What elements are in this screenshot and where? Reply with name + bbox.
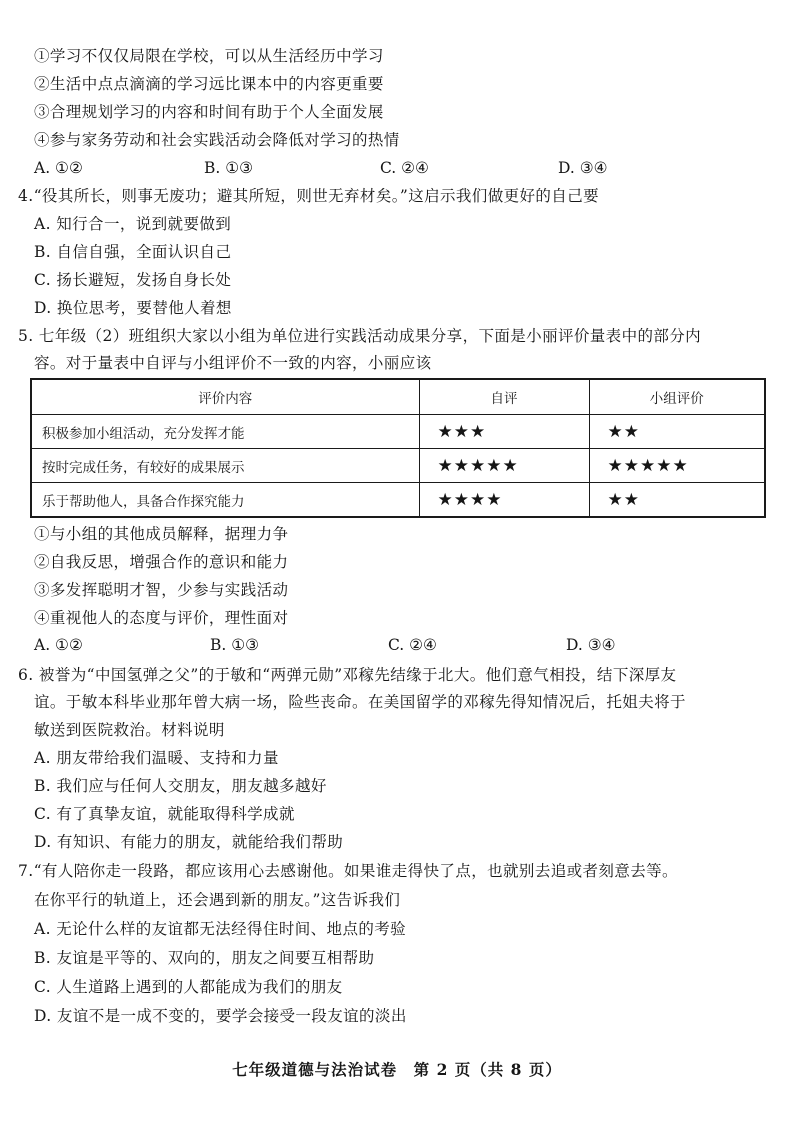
q7-option-c: C. 人生道路上遇到的人都能成为我们的朋友 xyxy=(34,978,343,996)
q7-option-b: B. 友谊是平等的、双向的，朋友之间要互相帮助 xyxy=(34,949,375,967)
row-content: 积极参加小组活动，充分发挥才能 xyxy=(31,415,419,449)
q5-stem-line-2: 容。对于量表中自评与小组评价不一致的内容，小丽应该 xyxy=(34,354,432,372)
q4-option-d: D. 换位思考，要替他人着想 xyxy=(34,299,232,317)
q3-options xyxy=(34,157,608,179)
self-rating: ★★★★★ xyxy=(419,449,589,483)
q3-statement-2: ②生活中点点滴滴的学习远比课本中的内容更重要 xyxy=(34,75,384,93)
row-content: 乐于帮助他人，具备合作探究能力 xyxy=(31,483,419,518)
q6-option-d: D. 有知识、有能力的朋友，就能给我们帮助 xyxy=(34,833,344,851)
header-content: 评价内容 xyxy=(31,379,419,415)
q3-option-c: C. ②④ xyxy=(380,159,429,177)
table-header-row xyxy=(31,379,765,415)
q6-stem-line-1: 6. 被誉为“中国氢弹之父”的于敏和“两弹元勋”邓稼先结缘于北大。他们意气相投，结下深厚友 xyxy=(18,666,677,684)
row-content: 按时完成任务，有较好的成果展示 xyxy=(31,449,419,483)
group-rating: ★★★★★ xyxy=(589,449,765,483)
q5-statement-4: ④重视他人的态度与评价，理性面对 xyxy=(34,609,289,627)
q5-statement-2: ②自我反思，增强合作的意识和能力 xyxy=(34,553,289,571)
q5-options xyxy=(34,634,616,656)
q4-option-b: B. 自信自强，全面认识自己 xyxy=(34,243,232,261)
q5-statement-3: ③多发挥聪明才智，少参与实践活动 xyxy=(34,581,289,599)
q5-option-c: C. ②④ xyxy=(388,636,437,654)
group-rating: ★★ xyxy=(589,415,765,449)
q5-option-b: B. ①③ xyxy=(210,636,260,654)
page-footer: 七年级道德与法治试卷 第 2 页（共 8 页） xyxy=(232,1060,562,1079)
q3-statement-1: ①学习不仅仅局限在学校，可以从生活经历中学习 xyxy=(34,47,384,65)
q4-option-c: C. 扬长避短，发扬自身长处 xyxy=(34,271,232,289)
self-rating: ★★★ xyxy=(419,415,589,449)
q5-option-a: A. ①② xyxy=(34,636,83,654)
q3-option-d: D. ③④ xyxy=(558,159,608,177)
table-row xyxy=(31,415,765,449)
evaluation-table xyxy=(30,378,766,518)
q6-option-a: A. 朋友带给我们温暖、支持和力量 xyxy=(34,749,279,767)
q6-stem-line-2: 谊。于敏本科毕业那年曾大病一场，险些丧命。在美国留学的邓稼先得知情况后，托姐夫将于 xyxy=(34,693,686,711)
table-row xyxy=(31,483,765,518)
q6-stem-line-3: 敏送到医院救治。材料说明 xyxy=(34,721,225,739)
header-group: 小组评价 xyxy=(589,379,765,415)
q7-option-a: A. 无论什么样的友谊都无法经得住时间、地点的考验 xyxy=(34,920,407,938)
table-row xyxy=(31,449,765,483)
q7-option-d: D. 友谊不是一成不变的，要学会接受一段友谊的淡出 xyxy=(34,1007,407,1025)
self-rating: ★★★★ xyxy=(419,483,589,518)
q3-option-b: B. ①③ xyxy=(204,159,254,177)
header-self: 自评 xyxy=(419,379,589,415)
group-rating: ★★ xyxy=(589,483,765,518)
q4-stem: 4.“役其所长，则事无废功；避其所短，则世无弃材矣。”这启示我们做更好的自己要 xyxy=(18,187,599,205)
q3-statement-4: ④参与家务劳动和社会实践活动会降低对学习的热情 xyxy=(34,131,400,149)
q5-stem-line-1: 5. 七年级（2）班组织大家以小组为单位进行实践活动成果分享，下面是小丽评价量表中的部分内 xyxy=(18,327,702,345)
q3-statement-3: ③合理规划学习的内容和时间有助于个人全面发展 xyxy=(34,103,384,121)
q7-stem-line-1: 7.“有人陪你走一段路，都应该用心去感谢他。如果谁走得快了点，也就别去追或者刻意去等。 xyxy=(18,862,678,880)
q6-option-c: C. 有了真挚友谊，就能取得科学成就 xyxy=(34,805,295,823)
q5-statement-1: ①与小组的其他成员解释，据理力争 xyxy=(34,525,289,543)
q4-option-a: A. 知行合一，说到就要做到 xyxy=(34,215,232,233)
q6-option-b: B. 我们应与任何人交朋友，朋友越多越好 xyxy=(34,777,327,795)
q5-option-d: D. ③④ xyxy=(566,636,616,654)
q3-option-a: A. ①② xyxy=(34,159,83,177)
q7-stem-line-2: 在你平行的轨道上，还会遇到新的朋友。”这告诉我们 xyxy=(34,891,401,909)
